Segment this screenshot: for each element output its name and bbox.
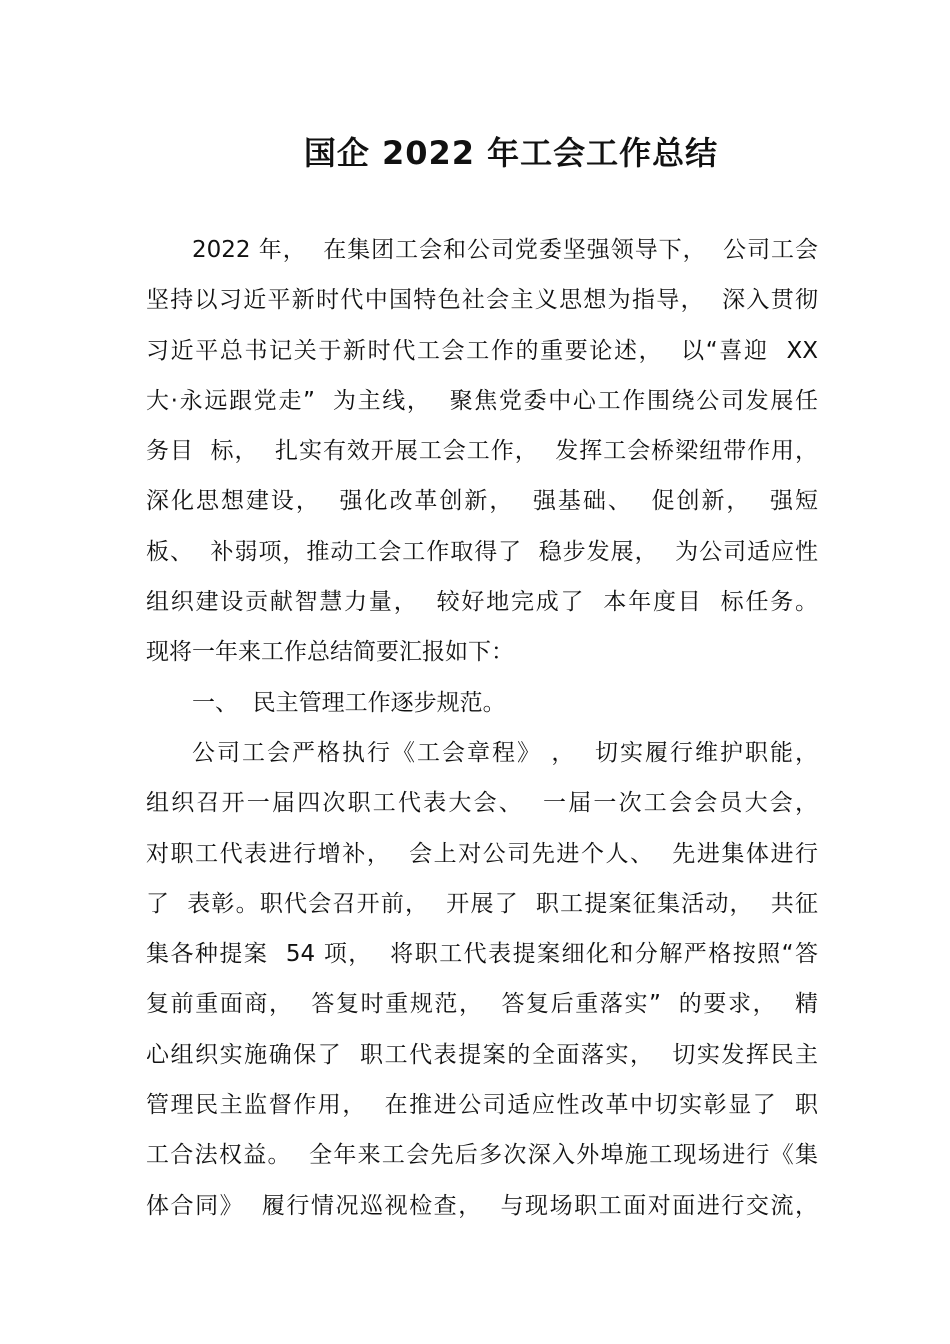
text-line: 大·永远跟党走” 为主线， 聚焦党委中心工作围绕公司发展任 (146, 387, 818, 414)
text-line: 习近平总书记关于新时代工会工作的重要论述， 以“喜迎 XX (146, 337, 818, 364)
text-line: 体合同》 履行情况巡视检查， 与现场职工面对面进行交流， (146, 1192, 818, 1219)
text-line: 务目 标， 扎实有效开展工会工作， 发挥工会桥梁纽带作用， (146, 438, 818, 465)
document-title: 国企 2022 年工会工作总结 (303, 134, 719, 172)
text-line: 集各种提案 54 项， 将职工代表提案细化和分解严格按照“答 (146, 941, 818, 968)
text-line: 深化思想建设， 强化改革创新， 强基础、 促创新， 强短 (146, 488, 818, 515)
text-line: 板、 补弱项，推动工会工作取得了 稳步发展， 为公司适应性 (146, 538, 818, 565)
text-line: 组织建设贡献智慧力量， 较好地完成了 本年度目 标任务。 (146, 589, 818, 616)
section-heading: 一、 民主管理工作逐步规范。 (192, 689, 506, 716)
text-line: 组织召开一届四次职工代表大会、 一届一次工会会员大会， (146, 790, 818, 817)
text-line: 公司工会严格执行《工会章程》 ， 切实履行维护职能， (192, 739, 818, 766)
text-line: 坚持以习近平新时代中国特色社会主义思想为指导， 深入贯彻 (146, 287, 818, 314)
text-line: 心组织实施确保了 职工代表提案的全面落实， 切实发挥民主 (146, 1041, 818, 1068)
document-body (146, 225, 818, 1231)
text-line: 了 表彰。职代会召开前， 开展了 职工提案征集活动， 共征 (146, 890, 818, 917)
text-line: 工合法权益。 全年来工会先后多次深入外埠施工现场进行《集 (146, 1142, 818, 1169)
text-line: 对职工代表进行增补， 会上对公司先进个人、 先进集体进行 (146, 840, 818, 867)
text-line: 2022 年， 在集团工会和公司党委坚强领导下， 公司工会 (192, 237, 818, 263)
text-line: 管理民主监督作用， 在推进公司适应性改革中切实彰显了 职 (146, 1092, 818, 1119)
text-line: 现将一年来工作总结简要汇报如下： (146, 639, 514, 666)
text-line: 复前重面商， 答复时重规范， 答复后重落实” 的要求， 精 (146, 991, 818, 1018)
